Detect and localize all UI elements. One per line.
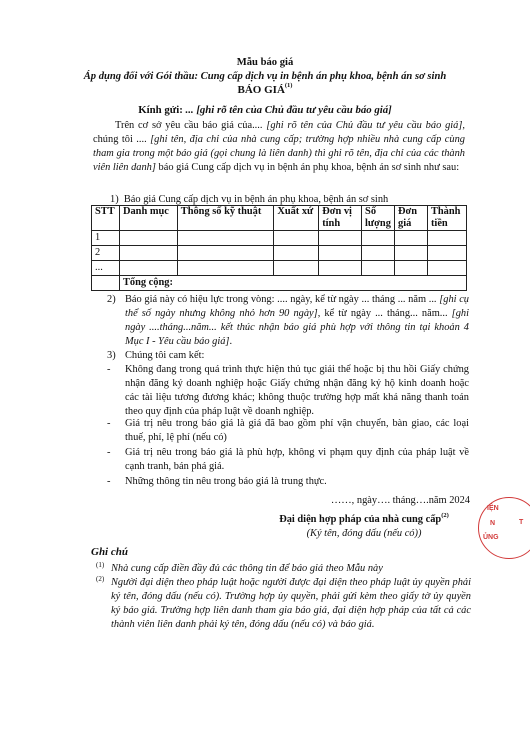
- dash-bullet: -: [107, 447, 111, 458]
- item-2-text: [125, 293, 469, 349]
- form-subtitle: Áp dụng đối với Gói thầu: Cung cấp dịch vụ in bệnh án phụ khoa, bệnh án sơ sinh: [83, 71, 447, 82]
- table-cell: [319, 230, 362, 245]
- note-item: [96, 575, 471, 632]
- intro-italic-2: [ghi tên, địa chỉ của nhà cung cấp; trường hợp nhiều nhà cung cấp cùng tham gia trong một báo giá (gọi chung là liên danh) thì ghi rõ tên, địa chỉ của các thành viên liên danh]: [93, 134, 465, 174]
- representative-title-text: Đại diện hợp pháp của nhà cung cấp: [279, 514, 442, 525]
- intro-text-2: , chúng tôi ....: [93, 120, 465, 146]
- item-1-number: 1): [110, 194, 119, 205]
- intro-text-1: Trên cơ sở yêu cầu báo giá của....: [115, 120, 267, 131]
- commitment-item: [107, 363, 469, 419]
- item-1-text: Báo giá Cung cấp dịch vụ in bệnh án phụ khoa, bệnh án sơ sinh: [123, 194, 389, 205]
- dash-bullet: -: [107, 476, 111, 487]
- col-header-quantity: Số lượng: [362, 206, 395, 231]
- table-cell: [395, 245, 428, 260]
- table-cell: [427, 230, 466, 245]
- stamp-text: N: [490, 520, 496, 527]
- item-2-text-3: .: [229, 336, 233, 348]
- intro-italic-1: [ghi rõ tên của Chủ đầu tư yêu cầu báo giá]: [266, 120, 463, 131]
- date-line: ……, ngày…. tháng….năm 2024: [330, 495, 470, 506]
- representative-instruction: (Ký tên, đóng dấu (nếu có)): [306, 528, 422, 539]
- item-2-number: 2): [107, 294, 116, 305]
- table-cell: [119, 261, 177, 276]
- commitment-item: [107, 446, 469, 474]
- item-3: [107, 349, 469, 363]
- item-2-italic-1: [ghi cụ thể số ngày nhưng không nhỏ hơn 90 ngày]: [125, 294, 469, 320]
- item-3-text: Chúng tôi cam kết:: [125, 350, 205, 361]
- table-cell: [427, 261, 466, 276]
- row-number: 2: [92, 245, 120, 260]
- commitment-item: [107, 475, 469, 489]
- table-cell: [427, 245, 466, 260]
- table-header-row: [92, 206, 467, 231]
- table-total-row: [92, 276, 467, 291]
- col-header-specs: Thông số kỹ thuật: [177, 206, 274, 231]
- dash-bullet: -: [107, 418, 111, 429]
- col-header-unit-price: Đơn giá: [395, 206, 428, 231]
- item-2: [107, 293, 469, 349]
- note-mark: (1): [96, 561, 105, 569]
- note-mark: (2): [96, 575, 105, 583]
- col-header-category: Danh mục: [119, 206, 177, 231]
- table-cell: [274, 261, 319, 276]
- table-cell: [119, 245, 177, 260]
- table-row: [92, 245, 467, 260]
- company-stamp: [478, 497, 530, 559]
- table-cell: [274, 245, 319, 260]
- stamp-text: ỦNG: [483, 534, 499, 541]
- col-header-unit: Đơn vị tính: [319, 206, 362, 231]
- addressee-line: [0, 103, 530, 118]
- stamp-text: IỆN: [487, 505, 499, 512]
- addressee-value: ... [ghi rõ tên của Chủ đầu tư yêu cầu báo giá]: [185, 104, 392, 116]
- table-cell: [362, 230, 395, 245]
- commitment-text: Giá trị nêu trong báo giá là giá đã bao gồm phí vận chuyển, bàn giao, các loại thuế, phí, lệ phí (nếu có): [125, 418, 469, 444]
- row-number: 1: [92, 230, 120, 245]
- item-2-text-1: Báo giá này có hiệu lực trong vòng: .... ngày, kể từ ngày ... tháng ... năm ...: [125, 294, 440, 305]
- table-cell: [395, 261, 428, 276]
- table-cell: [319, 261, 362, 276]
- intro-paragraph: [93, 119, 465, 175]
- table-cell: [177, 230, 274, 245]
- col-header-stt: STT: [92, 206, 120, 231]
- table-cell: [395, 230, 428, 245]
- table-cell: [177, 261, 274, 276]
- note-text: Nhà cung cấp điền đầy đủ các thông tin để báo giá theo Mẫu này: [111, 563, 383, 574]
- representative-title: [230, 513, 498, 527]
- commitment-text: Giá trị nêu trong báo giá là phù hợp, không vi phạm quy định của pháp luật về cạnh tranh, bán phá giá.: [125, 447, 469, 473]
- table-row: [92, 261, 467, 276]
- table-cell: [177, 245, 274, 260]
- table-cell: [362, 261, 395, 276]
- total-label: Tổng cộng:: [119, 276, 466, 291]
- row-number: ...: [92, 261, 120, 276]
- item-2-italic-2: [ghi ngày ....tháng...năm... kết thúc nhận báo giá phù hợp với thông tin tại khoản 4 Mục I - Yêu cầu báo giá]: [125, 308, 469, 348]
- table-cell: [319, 245, 362, 260]
- table-cell: [92, 276, 120, 291]
- quotation-table: [91, 205, 467, 291]
- table-row: [92, 230, 467, 245]
- table-cell: [274, 230, 319, 245]
- table-cell: [119, 230, 177, 245]
- form-title: Mẫu báo giá: [236, 57, 294, 68]
- stamp-text: T: [519, 519, 524, 526]
- document-title-text: BÁO GIÁ: [237, 84, 285, 96]
- commitment-item: [107, 417, 469, 445]
- commitment-text: Không đang trong quá trình thực hiện thủ tục giải thể hoặc bị thu hồi Giấy chứng nhận đăng ký doanh nghiệp hoặc Giấy chứng nhận đăng ký hộ kinh doanh hoặc các tài liệu tương đương khác; không thuộc trường hợp mất khả năng thanh toán theo quy định của pháp luật về doanh nghiệp.: [125, 364, 469, 418]
- addressee-label: Kính gửi:: [138, 104, 186, 116]
- item-2-text-2: , kể từ ngày ... tháng... năm...: [317, 308, 452, 320]
- intro-text-3: báo giá Cung cấp dịch vụ in bệnh án phụ khoa, bệnh án sơ sinh như sau:: [155, 162, 460, 174]
- col-header-amount: Thành tiền: [427, 206, 466, 231]
- notes-heading: Ghi chú: [91, 546, 128, 558]
- note-text: Người đại diện theo pháp luật hoặc người được đại diện theo pháp luật ủy quyền phải ký tên, đóng dấu (nếu có). Trường hợp ủy quyền, phải gửi kèm theo giấy tờ ủy quyền ký báo giá. Trường hợp liên danh tham gia báo giá, đại diện hợp pháp của tất cả các thành viên liên danh phải ký tên, đóng dấu (nếu có) và báo giá.: [111, 577, 471, 631]
- table-cell: [362, 245, 395, 260]
- dash-bullet: -: [107, 364, 111, 375]
- item-3-number: 3): [107, 350, 116, 361]
- document-title: [0, 83, 530, 98]
- col-header-origin: Xuất xứ: [274, 206, 319, 231]
- note-item: [96, 561, 471, 576]
- representative-footnote-mark: (2): [441, 512, 449, 519]
- commitment-text: Những thông tin nêu trong báo giá là trung thực.: [125, 476, 327, 487]
- document-title-footnote-mark: (1): [284, 82, 293, 89]
